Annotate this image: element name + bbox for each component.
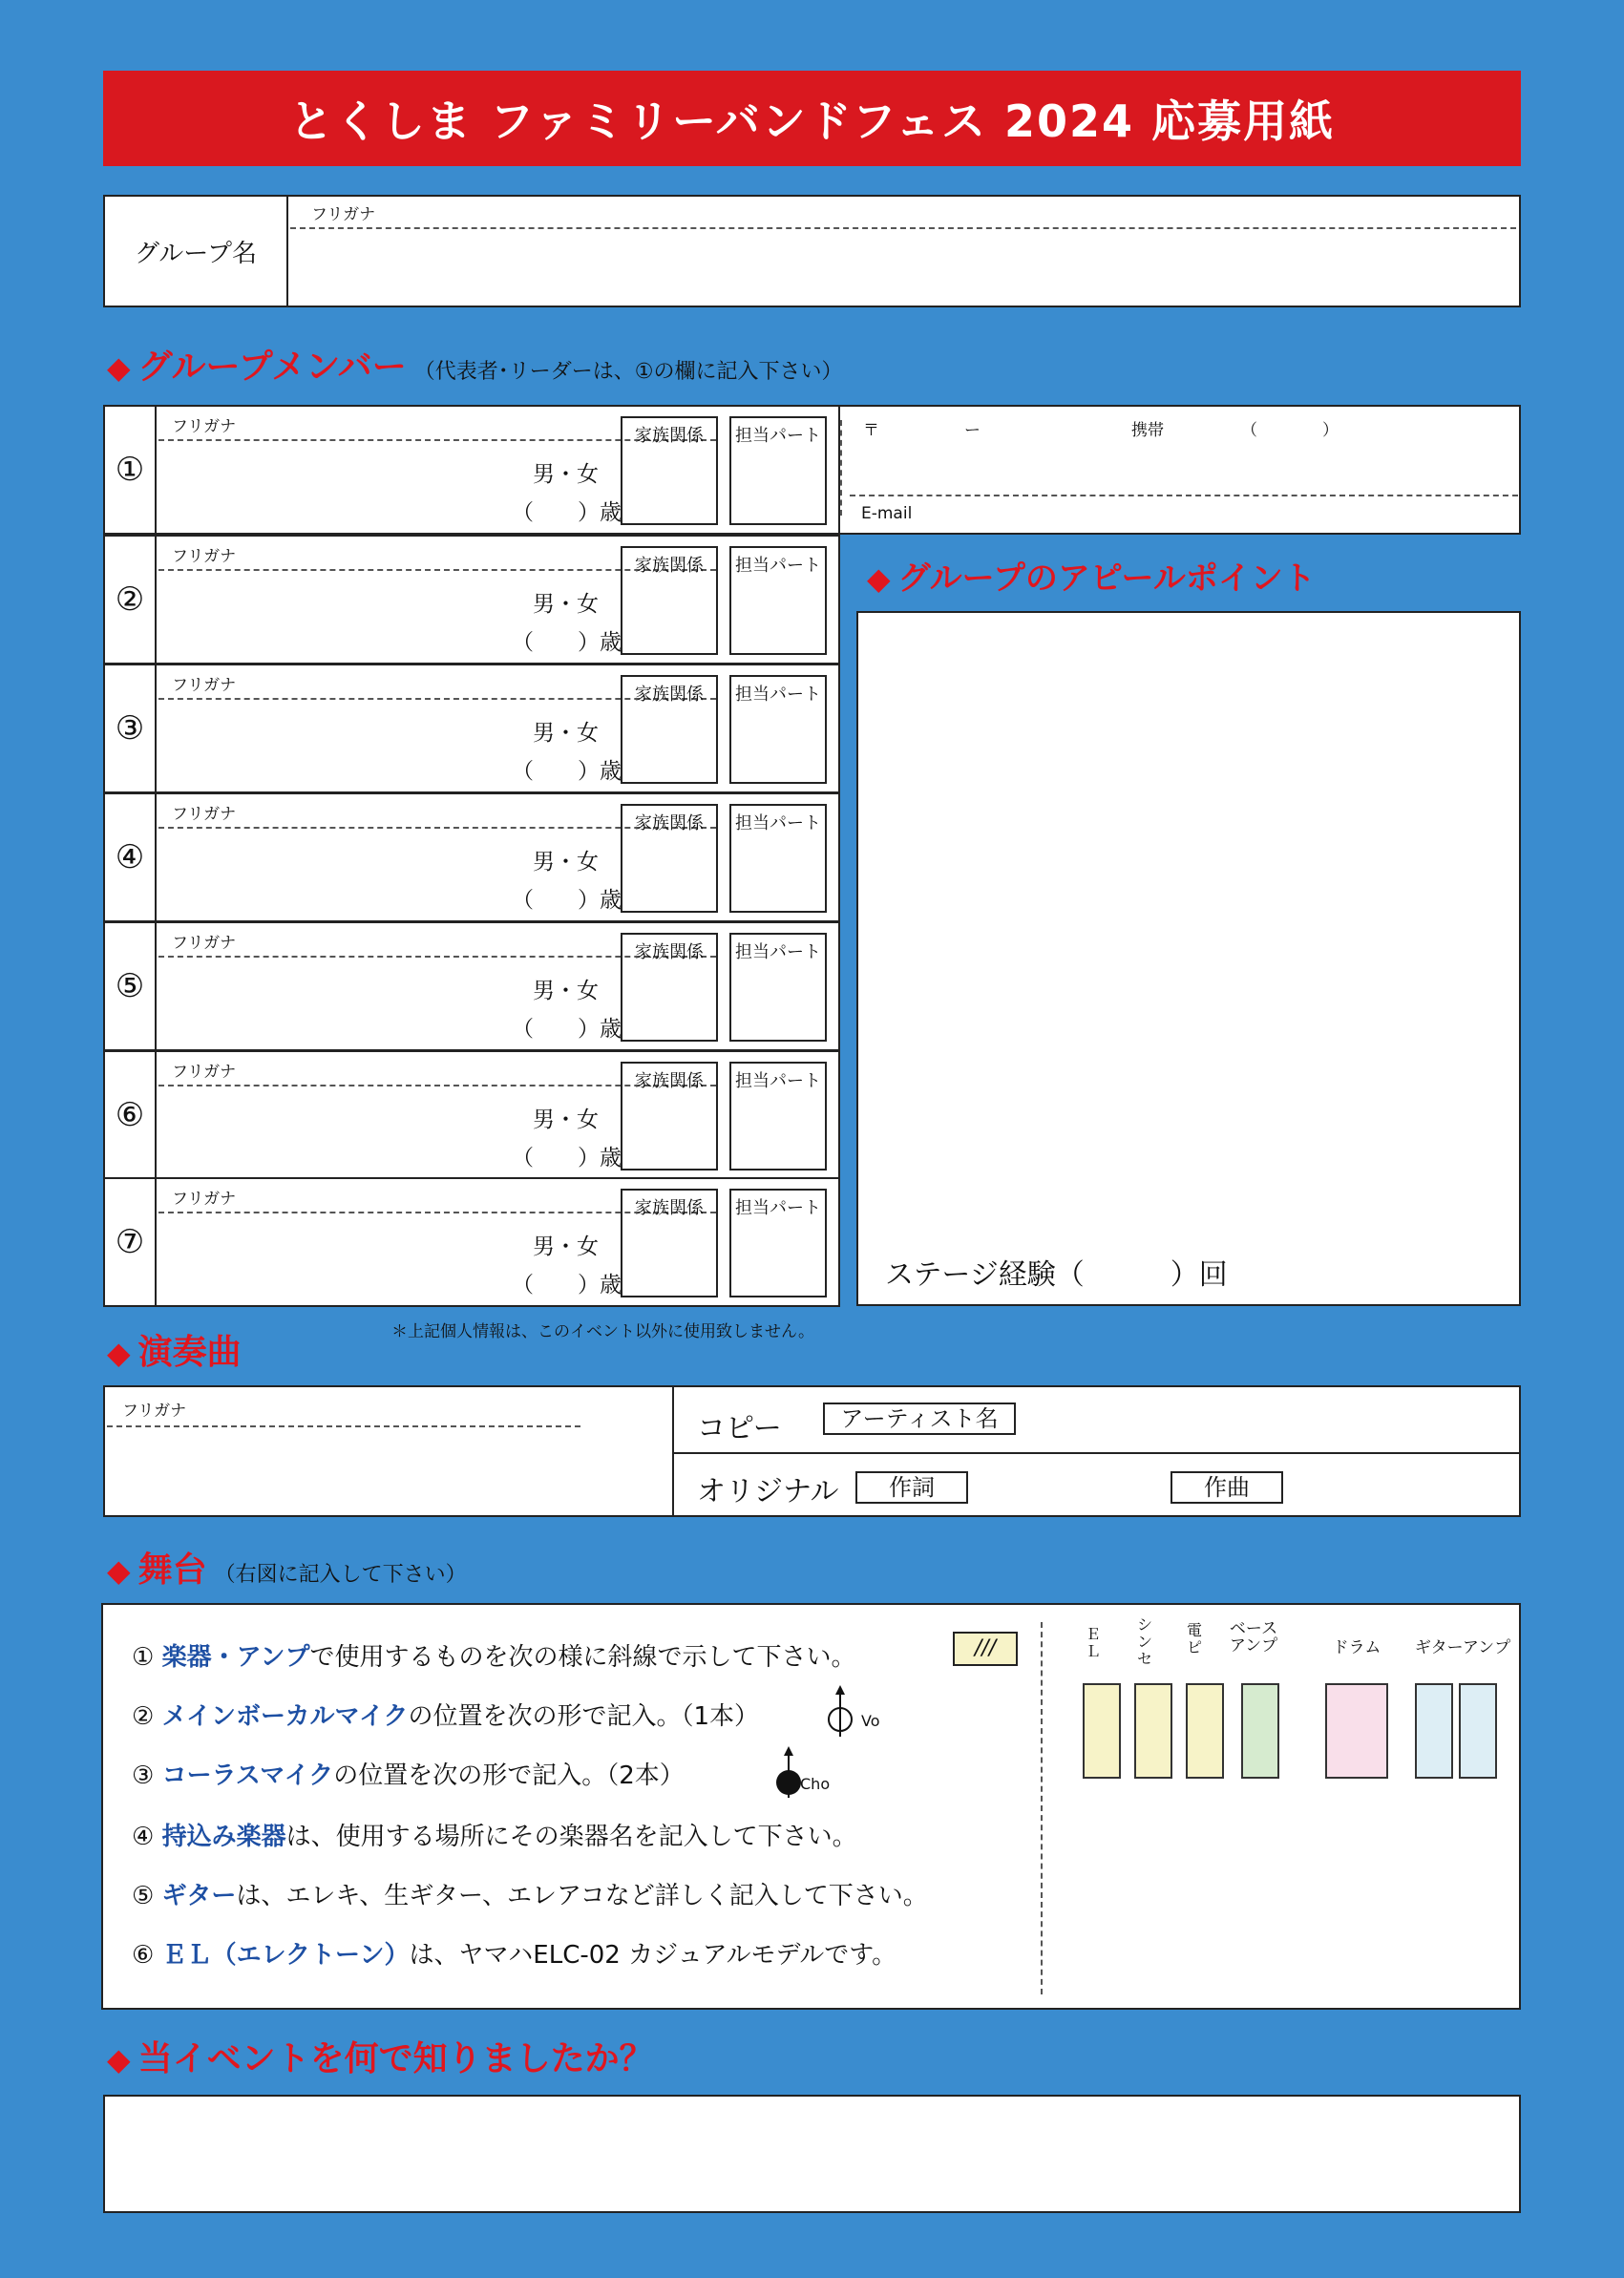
- drum-label: ドラム: [1332, 1638, 1381, 1657]
- instruction-text: は、エレキ、生ギター、エレアコなど詳しく記入して下さい。: [236, 1882, 928, 1910]
- epiano-label: 電ピ: [1186, 1621, 1202, 1656]
- member-row: [103, 792, 840, 922]
- copy-label: コピー: [697, 1412, 782, 1445]
- appeal-box[interactable]: [856, 611, 1521, 1306]
- member-part-field[interactable]: 担当パート: [729, 546, 827, 655]
- instruction-keyword: コーラスマイク: [161, 1761, 334, 1790]
- member-number: ④: [105, 794, 157, 920]
- synth-block[interactable]: [1134, 1683, 1172, 1779]
- el-block[interactable]: [1083, 1683, 1121, 1779]
- instruction-text: の位置を次の形で記入。（2本）: [333, 1761, 685, 1790]
- member-row: [103, 1177, 840, 1307]
- vocal-mic-icon: [825, 1683, 873, 1739]
- postal-dash: ー: [964, 421, 981, 440]
- member-sex-select[interactable]: 男・女: [533, 850, 599, 875]
- diamond-icon: ◆: [107, 2041, 131, 2078]
- member-name-input[interactable]: [158, 960, 521, 1047]
- email-label: E-mail: [861, 504, 913, 523]
- member-number: ②: [105, 537, 157, 663]
- stage-instruction-item: [132, 1756, 685, 1791]
- appeal-heading: [867, 552, 1316, 599]
- member-age-field[interactable]: （ ）歳: [512, 630, 622, 655]
- member-furigana-label: フリガナ: [172, 547, 237, 566]
- member-name-input[interactable]: [158, 1215, 521, 1303]
- member-part-field[interactable]: 担当パート: [729, 933, 827, 1042]
- page-title: とくしま ファミリーバンドフェス 2024 応募用紙: [103, 71, 1521, 166]
- mobile-paren: （ ）: [1241, 421, 1339, 440]
- member-name-input[interactable]: [158, 443, 521, 531]
- instruction-number: ①: [132, 1643, 155, 1672]
- source-heading-visible: [107, 2032, 654, 2080]
- members-heading: [107, 340, 843, 389]
- members-heading-note: （代表者･リーダーは、①の欄に記入下さい）: [413, 360, 843, 384]
- member-furigana-label: フリガナ: [172, 1063, 237, 1082]
- member-age-field[interactable]: （ ）歳: [512, 888, 622, 913]
- member-name-input[interactable]: [158, 1088, 521, 1176]
- stage-instruction-item: [132, 1876, 928, 1911]
- member-part-field[interactable]: 担当パート: [729, 1189, 827, 1297]
- member-furigana-label: フリガナ: [172, 417, 237, 436]
- song-furigana-line: [107, 1425, 580, 1427]
- lyrics-field[interactable]: 作詞: [855, 1471, 968, 1504]
- member-number: ⑥: [105, 1052, 157, 1178]
- contact-divider: [850, 495, 1518, 496]
- member-age-field[interactable]: （ ）歳: [512, 1017, 622, 1042]
- instruction-text: は、使用する場所にその楽器名を記入して下さい。: [285, 1823, 857, 1851]
- artist-name-field[interactable]: アーティスト名: [823, 1403, 1016, 1435]
- member-sex-select[interactable]: 男・女: [533, 592, 599, 617]
- song-divider-vertical: [672, 1387, 674, 1515]
- member-row: [103, 405, 840, 535]
- member-family-field[interactable]: 家族関係: [621, 1189, 718, 1297]
- guitar-amp-block-2[interactable]: [1459, 1683, 1497, 1779]
- stage-instruction-item: [132, 1637, 856, 1673]
- member-age-field[interactable]: （ ）歳: [512, 500, 622, 525]
- member-family-field[interactable]: 家族関係: [621, 1062, 718, 1171]
- member-furigana-label: フリガナ: [172, 676, 237, 695]
- instruction-keyword: メインボーカルマイク: [161, 1702, 409, 1731]
- member-furigana-label: フリガナ: [172, 805, 237, 824]
- member-family-field[interactable]: 家族関係: [621, 675, 718, 784]
- member-number: ③: [105, 665, 157, 791]
- member-number: ⑦: [105, 1179, 157, 1305]
- song-furigana-label: フリガナ: [122, 1402, 187, 1421]
- song-divider-horizontal: [672, 1452, 1519, 1454]
- member-sex-select[interactable]: 男・女: [533, 1107, 599, 1132]
- instruction-keyword: 持込み楽器: [161, 1823, 286, 1851]
- group-name-furigana-line: [290, 227, 1516, 229]
- diamond-icon: ◆: [107, 349, 131, 386]
- member-name-input[interactable]: [158, 702, 521, 790]
- chorus-mic-label: Cho: [800, 1775, 831, 1793]
- vocal-mic-label: Vo: [861, 1712, 880, 1730]
- instruction-keyword: ＥＬ（エレクトーン）: [161, 1941, 410, 1970]
- member-family-field[interactable]: 家族関係: [621, 933, 718, 1042]
- member-sex-select[interactable]: 男・女: [533, 979, 599, 1003]
- mobile-label: 携帯: [1131, 421, 1164, 440]
- member-row: [103, 921, 840, 1051]
- member-family-field[interactable]: 家族関係: [621, 546, 718, 655]
- hatch-sample: ///: [953, 1632, 1018, 1666]
- instruction-number: ②: [132, 1702, 155, 1731]
- member-family-field[interactable]: 家族関係: [621, 416, 718, 525]
- instruction-keyword: ギター: [161, 1882, 237, 1910]
- source-heading-text: 当イベントを何で知りましたか？: [137, 2039, 654, 2078]
- member-row: [103, 1050, 840, 1180]
- member-sex-select[interactable]: 男・女: [533, 462, 599, 487]
- instruction-number: ③: [132, 1761, 155, 1790]
- song-title-input[interactable]: [109, 1431, 667, 1513]
- member-family-field[interactable]: 家族関係: [621, 804, 718, 913]
- instruction-text: は、ヤマハELC-02 カジュアルモデルです。: [409, 1941, 897, 1970]
- member-sex-select[interactable]: 男・女: [533, 721, 599, 746]
- stage-heading-note: （右図に記入して下さい）: [214, 1563, 467, 1587]
- instruction-number: ⑥: [132, 1941, 155, 1970]
- group-name-furigana-label: フリガナ: [311, 205, 376, 224]
- group-name-label: グループ名: [105, 197, 288, 306]
- member-number: ①: [105, 407, 157, 533]
- stage-heading-text: 舞台: [137, 1550, 207, 1590]
- song-heading-text: 演奏曲: [137, 1333, 242, 1372]
- privacy-note: ＊上記個人情報は、このイベント以外に使用致しません。: [391, 1322, 815, 1341]
- appeal-heading-text: グループのアピールポイント: [897, 559, 1316, 598]
- address-input[interactable]: [854, 443, 1512, 491]
- diamond-icon: ◆: [867, 560, 891, 597]
- member-part-field[interactable]: 担当パート: [729, 1062, 827, 1171]
- member-row: [103, 535, 840, 664]
- contact-box: [838, 405, 1521, 535]
- bass-amp-label: ベース アンプ: [1229, 1619, 1278, 1656]
- drum-block[interactable]: [1325, 1683, 1388, 1779]
- stage-heading: [107, 1543, 467, 1592]
- member-name-input[interactable]: [158, 831, 521, 918]
- member-name-input[interactable]: [158, 573, 521, 661]
- contact-vertical-dash: [840, 420, 842, 516]
- member-part-field[interactable]: 担当パート: [729, 804, 827, 913]
- bass-amp-block[interactable]: [1241, 1683, 1279, 1779]
- instruction-keyword: 楽器・アンプ: [161, 1643, 310, 1672]
- diamond-icon: ◆: [107, 1335, 131, 1371]
- source-box[interactable]: [103, 2095, 1521, 2213]
- stage-instruction-item: [132, 1697, 759, 1732]
- member-furigana-label: フリガナ: [172, 1190, 237, 1209]
- song-heading: [107, 1325, 242, 1374]
- member-part-field[interactable]: 担当パート: [729, 416, 827, 525]
- member-age-field[interactable]: （ ）歳: [512, 759, 622, 784]
- member-row: [103, 664, 840, 793]
- member-age-field[interactable]: （ ）歳: [512, 1273, 622, 1297]
- composition-field[interactable]: 作曲: [1171, 1471, 1283, 1504]
- guitar-amp-block-1[interactable]: [1415, 1683, 1453, 1779]
- stage-box: [101, 1603, 1521, 2010]
- instruction-number: ⑤: [132, 1882, 155, 1910]
- el-label: ＥＬ: [1085, 1625, 1101, 1660]
- group-name-input[interactable]: [290, 231, 1516, 304]
- song-box: [103, 1385, 1521, 1517]
- member-sex-select[interactable]: 男・女: [533, 1234, 599, 1259]
- stage-instruction-item: [132, 1935, 896, 1971]
- member-part-field[interactable]: 担当パート: [729, 675, 827, 784]
- group-name-box: [103, 195, 1521, 307]
- epiano-block[interactable]: [1186, 1683, 1224, 1779]
- instruction-text: の位置を次の形で記入。（1本）: [408, 1702, 760, 1731]
- postal-mark: 〒: [863, 421, 879, 440]
- members-heading-text: グループメンバー: [137, 348, 407, 387]
- instruction-number: ④: [132, 1823, 155, 1851]
- member-age-field[interactable]: （ ）歳: [512, 1146, 622, 1171]
- stage-instruction-item: [132, 1817, 857, 1852]
- original-label: オリジナル: [697, 1475, 839, 1508]
- member-number: ⑤: [105, 923, 157, 1049]
- stage-experience: ステージ経験（ ）回: [885, 1258, 1228, 1292]
- guitar-amp-label: ギターアンプ: [1414, 1638, 1511, 1657]
- stage-diagram[interactable]: [1043, 1605, 1520, 2006]
- instruction-text: で使用するものを次の様に斜線で示して下さい。: [309, 1643, 856, 1672]
- member-furigana-label: フリガナ: [172, 934, 237, 953]
- diamond-icon: ◆: [107, 1552, 131, 1589]
- synth-label: シンセ: [1136, 1615, 1152, 1668]
